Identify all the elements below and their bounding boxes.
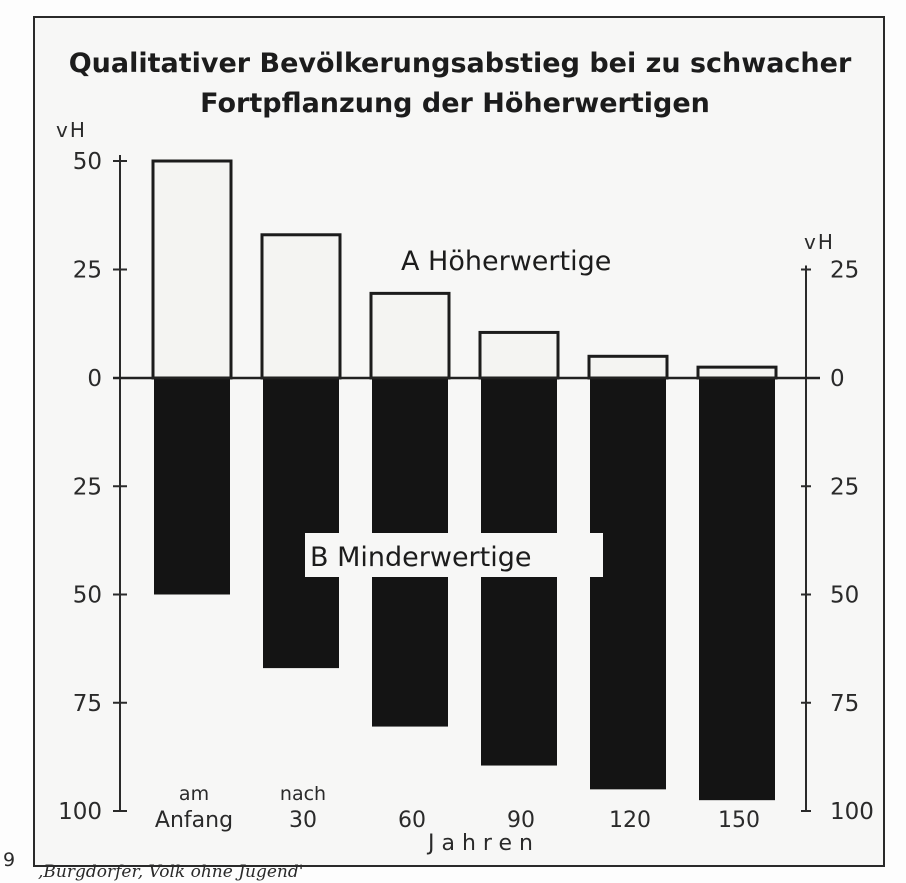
y-axis-left-tick-label: 0 (87, 366, 102, 392)
y-axis-right-tick-label: 100 (830, 799, 874, 825)
y-axis-left-tick-label: 50 (72, 582, 102, 609)
bar-minderwertige (699, 378, 775, 800)
y-axis-right-tick-label: 50 (830, 582, 860, 609)
bar-minderwertige (263, 378, 339, 668)
category-label: 90 (507, 808, 535, 833)
bar-hoeherwertige (480, 332, 558, 378)
category-label: 150 (718, 808, 760, 833)
y-axis-left-unit: vH (56, 118, 87, 142)
bar-hoeherwertige (262, 235, 340, 378)
legend-label-a (395, 237, 688, 281)
y-axis-left-tick-label: 25 (72, 474, 102, 501)
legend-label-b-text: B Minderwertige (310, 542, 532, 573)
category-label: Anfang (154, 808, 234, 833)
category-label: 30 (289, 808, 317, 833)
y-axis-right-tick-label: 0 (830, 366, 845, 392)
category-label-line-1: am (178, 783, 210, 805)
y-axis-left-tick-label: 50 (72, 149, 102, 175)
y-axis-left-tick-label: 100 (58, 799, 102, 825)
y-axis-right-unit: vH (804, 230, 835, 254)
source-citation: ,Burgdorfer, Volk ohne Jugend' (38, 862, 304, 882)
bar-hoeherwertige (371, 293, 449, 378)
bar-hoeherwertige (589, 356, 667, 378)
category-label: 120 (609, 808, 651, 833)
x-axis-title: Jahren (428, 831, 540, 856)
legend-label-a-text: A Höherwertige (401, 246, 612, 277)
chart-title-line-2: Fortpflanzung der Höherwertigen (200, 88, 710, 119)
category-label-line-1: nach (279, 783, 327, 805)
page-number: 9 (3, 849, 16, 871)
y-axis-right-tick-label: 75 (830, 690, 860, 717)
category-label: 60 (398, 808, 426, 833)
bar-minderwertige (154, 378, 230, 595)
bar-hoeherwertige (153, 161, 231, 378)
y-axis-right-tick-label: 25 (830, 474, 860, 501)
y-axis-left-tick-label: 75 (72, 690, 102, 717)
chart-title-line-1: Qualitativer Bevölkerungsabstieg bei zu schwacher (68, 48, 852, 79)
legend-label-b (305, 533, 603, 577)
y-axis-right-tick-label: 25 (830, 257, 860, 284)
bar-hoeherwertige (698, 367, 776, 378)
y-axis-left-tick-label: 25 (72, 257, 102, 284)
bar-minderwertige (590, 378, 666, 789)
